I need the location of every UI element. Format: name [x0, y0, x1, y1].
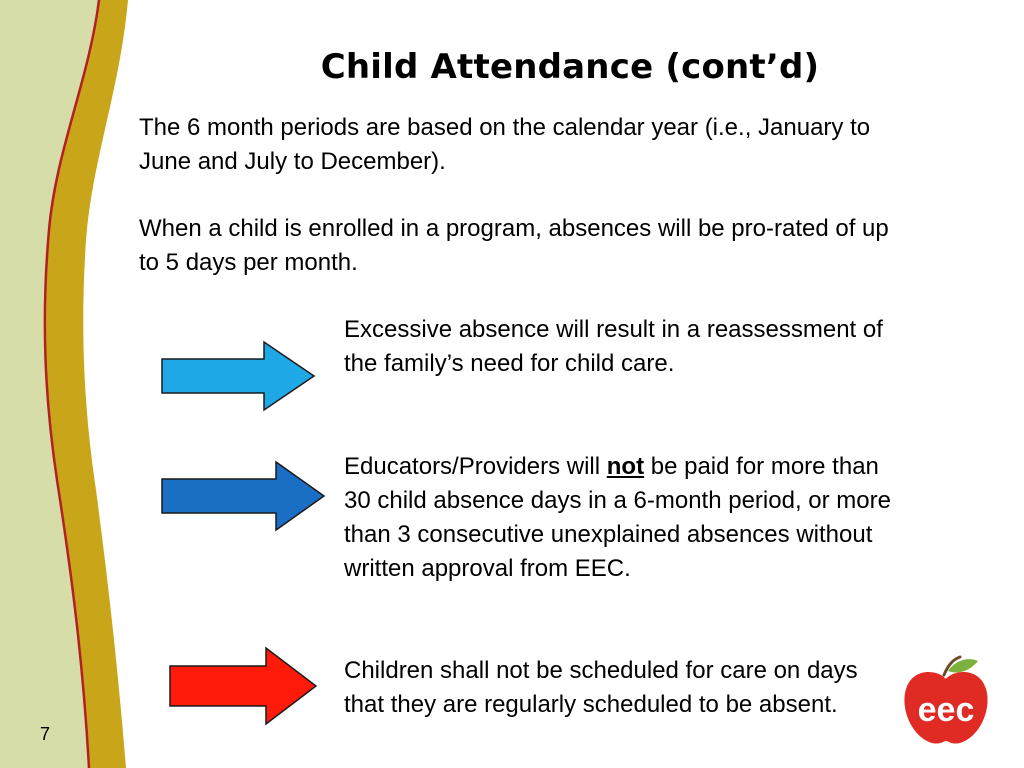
paragraph-prorated-absences: When a child is enrolled in a program, absences will be pro-rated of up to 5 days per month.: [139, 215, 889, 276]
bullet-payment-limits: [344, 450, 904, 586]
arrow-right-icon: [160, 460, 328, 532]
emphasis-not: not: [606, 453, 645, 480]
page-number: 7: [40, 724, 51, 744]
decorative-sidebar: [0, 0, 140, 768]
eec-apple-logo: [898, 655, 994, 747]
bullet-payment-text-before: Educators/Providers will: [344, 453, 607, 480]
arrow-right-icon: [168, 646, 320, 726]
slide-title: Child Attendance (cont’d): [320, 47, 820, 87]
bullet-scheduling: Children shall not be scheduled for care on days that they are regularly scheduled to be absent.: [344, 657, 858, 718]
paragraph-calendar-periods: The 6 month periods are based on the calendar year (i.e., January to June and July to December).: [139, 114, 871, 175]
bullet-excessive-absence: Excessive absence will result in a reassessment of the family’s need for child care.: [344, 316, 883, 377]
logo-text: eec: [917, 691, 975, 729]
bullet-payment-text-after: be paid for more than 30 child absence days in a 6-month period, or more than 3 consecutive unexplained absences without written approval from EEC.: [344, 453, 891, 582]
arrow-right-icon: [160, 340, 318, 412]
